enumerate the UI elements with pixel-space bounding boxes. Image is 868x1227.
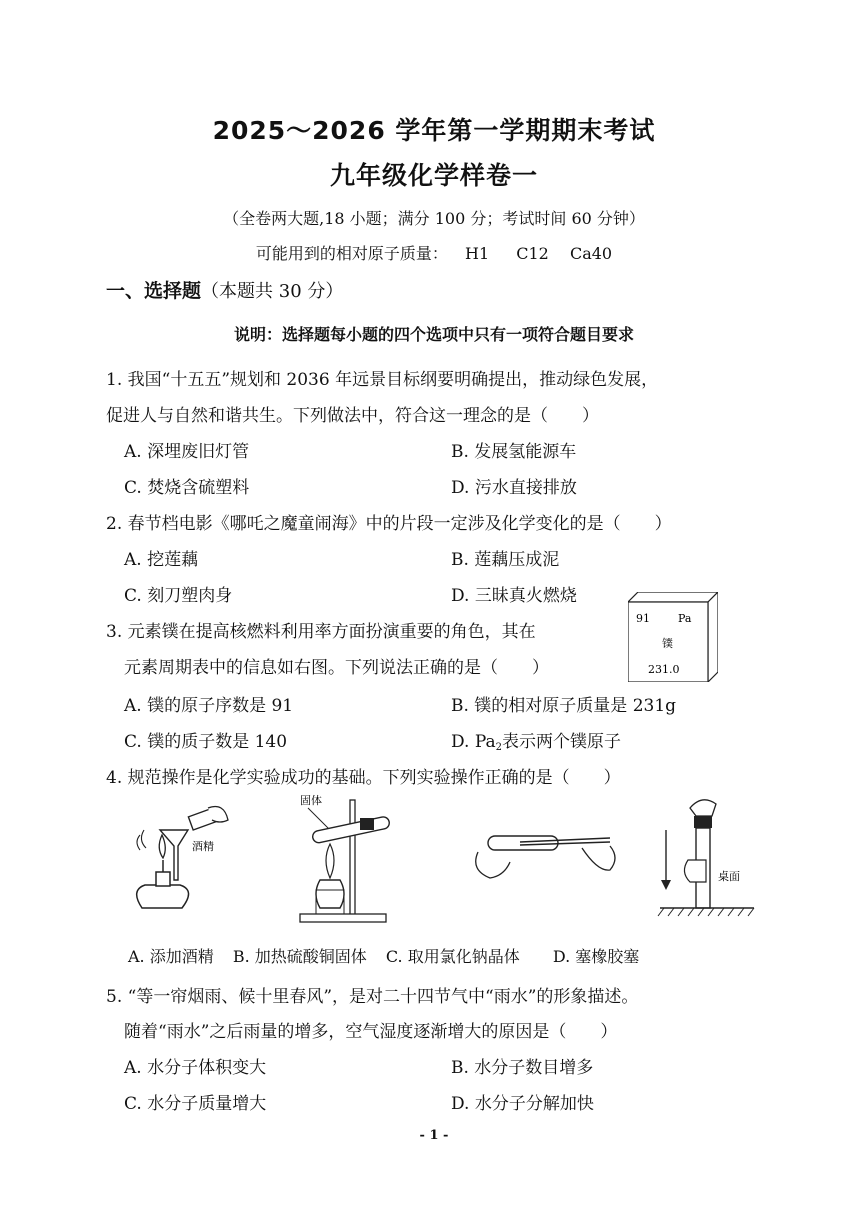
element-number: 91 (636, 612, 650, 625)
flame-icon (159, 835, 165, 858)
section-note: 说明：选择题每小题的四个选项中只有一项符合题目要求 (233, 325, 634, 344)
q1-stem-line2: 促进人与自然和谐共生。下列做法中，符合这一理念的是（ ） (106, 406, 599, 426)
q4-figures (120, 790, 780, 925)
element-tile-side (708, 592, 718, 682)
q2-option-a[interactable]: A. 挖莲藕 (124, 550, 199, 570)
page-number: - 1 - (419, 1128, 449, 1143)
element-mass: 231.0 (648, 663, 680, 676)
q3-option-d-text: 表示两个镤原子 (502, 732, 622, 752)
q3-stem-line2: 元素周期表中的信息如右图。下列说法正确的是（ ） (124, 658, 549, 678)
element-tile-top (628, 592, 718, 602)
q5-option-b[interactable]: B. 水分子数目增多 (451, 1058, 594, 1078)
q5-option-a[interactable]: A. 水分子体积变大 (124, 1058, 267, 1078)
section-heading (106, 276, 343, 303)
mass-h: H1 (465, 244, 490, 263)
test-tube (488, 836, 558, 850)
figure-d-insert-stopper (650, 790, 760, 925)
element-name: 镤 (662, 637, 673, 650)
element-tile-pa (628, 592, 718, 682)
q1-stem-line1: 1. 我国“十五五”规划和 2036 年远景目标纲要明确提出，推动绿色发展， (106, 370, 659, 390)
rubber-stopper (694, 816, 712, 828)
label-desk: 桌面 (718, 870, 740, 883)
figure-c-take-crystal (470, 790, 620, 900)
left-hand-icon (476, 852, 510, 878)
q4-option-c[interactable]: C. 取用氯化钠晶体 (385, 947, 520, 966)
flame-icon (326, 844, 334, 878)
alcohol-lamp (316, 880, 344, 908)
q2-option-d[interactable]: D. 三昧真火燃烧 (451, 586, 577, 606)
q5-option-d[interactable]: D. 水分子分解加快 (451, 1094, 594, 1114)
q4-option-d[interactable]: D. 塞橡胶塞 (552, 947, 640, 966)
q2-option-c[interactable]: C. 刻刀塑肉身 (124, 586, 233, 606)
exam-title: 2025～2026 学年第一学期期末考试 (212, 116, 656, 145)
section-points: （本题共 30 分） (201, 281, 344, 302)
q3-stem-line1: 3. 元素镤在提高核燃料利用率方面扮演重要的角色，其在 (106, 622, 536, 642)
figure-b-heat-solid (290, 790, 430, 925)
q4-option-a[interactable]: A. 添加酒精 (128, 947, 214, 966)
mass-c: C12 (516, 244, 549, 263)
q3-option-a[interactable]: A. 镤的原子序数是 91 (124, 696, 294, 716)
q4-stem: 4. 规范操作是化学实验成功的基础。下列实验操作正确的是（ ） (106, 768, 621, 788)
hand-icon (690, 800, 716, 816)
q5-stem-line1: 5. “等一帘烟雨、候十里春风”，是对二十四节气中“雨水”的形象描述。 (106, 987, 639, 1007)
q3-option-d[interactable] (451, 727, 621, 753)
q1-option-a[interactable]: A. 深埋废旧灯管 (124, 442, 250, 462)
stand-rod (350, 800, 355, 920)
mass-ca: Ca40 (569, 244, 613, 263)
right-hand-icon (582, 846, 615, 870)
q2-stem: 2. 春节档电影《哪吒之魔童闹海》中的片段一定涉及化学变化的是（ ） (106, 514, 672, 534)
element-symbol: Pa (678, 612, 692, 625)
q1-option-d[interactable]: D. 污水直接排放 (451, 478, 577, 498)
q4-captions (128, 944, 653, 967)
q3-option-d-prefix: D. Pa (451, 732, 496, 752)
exam-meta: （全卷两大题,18 小题；满分 100 分；考试时间 60 分钟） (223, 209, 645, 228)
q3-option-c[interactable]: C. 镤的质子数是 140 (124, 732, 288, 752)
atomic-masses (0, 241, 868, 264)
exam-subtitle: 九年级化学样卷一 (329, 161, 538, 190)
label-alcohol: 酒精 (192, 840, 214, 853)
atomic-masses-label: 可能用到的相对原子质量： (255, 244, 448, 263)
q3-option-b[interactable]: B. 镤的相对原子质量是 231g (451, 696, 677, 716)
q1-option-b[interactable]: B. 发展氢能源车 (451, 442, 577, 462)
q5-stem-line2: 随着“雨水”之后雨量的增多，空气湿度逐渐增大的原因是（ ） (124, 1022, 618, 1042)
figure-a-add-alcohol (120, 790, 240, 920)
section-title: 一、选择题 (106, 280, 202, 302)
q2-option-b[interactable]: B. 莲藕压成泥 (451, 550, 560, 570)
q1-option-c[interactable]: C. 焚烧含硫塑料 (124, 478, 250, 498)
q3-option-d-subscript: 2 (495, 742, 503, 753)
q4-option-b[interactable]: B. 加热硫酸铜固体 (232, 947, 367, 966)
q5-option-c[interactable]: C. 水分子质量增大 (124, 1094, 267, 1114)
label-solid: 固体 (300, 794, 322, 807)
